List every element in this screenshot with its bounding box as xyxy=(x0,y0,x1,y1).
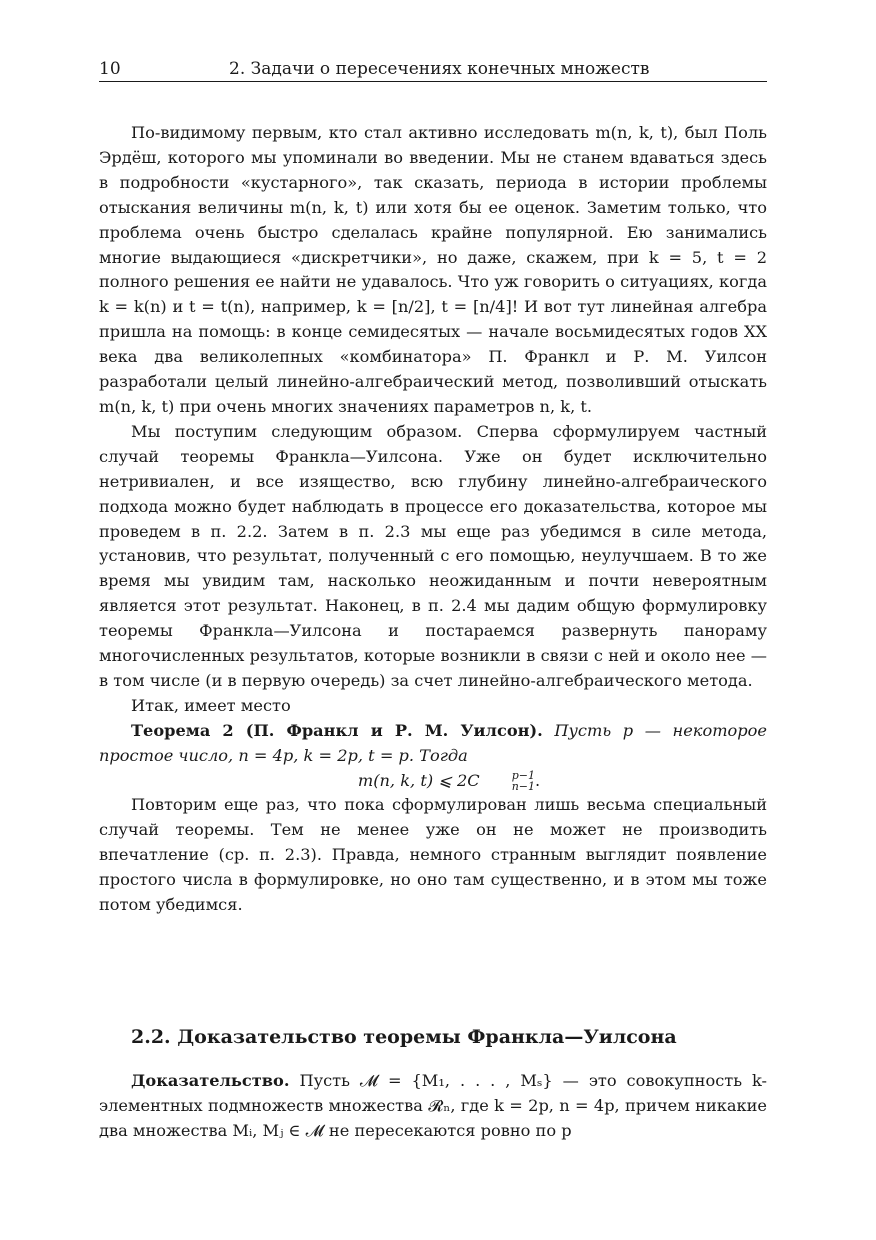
proof-paragraph xyxy=(99,1069,767,1144)
header-rule xyxy=(99,81,767,82)
paragraph-after-theorem: Повторим еще раз, что пока сформулирован лишь весьма специальный случай теоремы. Тем не менее уже он не может не производить впечатление (ср. п. 2.3). Правда, немного странным выглядит появление простого числа в формулировке, но оно там существенно, и в этом мы тоже потом убедимся. xyxy=(99,795,767,915)
section-heading: 2.2. Доказательство теоремы Франкла—Уилсона xyxy=(131,1026,677,1048)
paragraph-2: Мы поступим следующим образом. Сперва сформулируем частный случай теоремы Франкла—Уилсона. Уже он будет исключительно нетривиален, и все изящество, всю глубину линейно-алгебраического подхода можно будет наблюдать в процессе его доказательства, которое мы проведем в п. 2.2. Затем в п. 2.3 мы еще раз убедимся в силе метода, установив, что результат, полученный с его помощью, неулучшаем. В то же время мы увидим там, насколько неожиданным и почти невероятным является этот результат. Наконец, в п. 2.4 мы дадим общую формулировку теоремы Франкла—Уилсона и постараемся развернуть панораму многочисленных результатов, которые возникли в связи с ней и около нее — в том числе (и в первую очередь) за счет линейно-алгебраического метода. xyxy=(99,421,767,690)
proof-label: Доказательство. xyxy=(131,1071,290,1090)
formula-main: m(n, k, t) ⩽ 2C xyxy=(357,770,480,790)
formula-end: . xyxy=(535,770,541,790)
page-number: 10 xyxy=(99,59,121,79)
running-header xyxy=(99,56,767,82)
proof-text: Пусть 𝓜 = {M₁, . . . , Mₛ} — это совокупность k-элементных подмножеств множества 𝓡ₙ, где k = 2p, n = 4p, причем никакие два множества Mᵢ, Mⱼ ∈ 𝓜 не пересекаются ровно по p xyxy=(99,1071,767,1140)
theorem xyxy=(99,719,767,769)
main-text xyxy=(99,121,767,918)
running-title: 2. Задачи о пересечениях конечных множеств xyxy=(229,59,650,79)
formula-indices xyxy=(480,770,535,792)
proof-block xyxy=(99,1069,767,1144)
paragraph-3: Итак, имеет место xyxy=(131,695,291,715)
theorem-statement: Пусть p — некоторое простое число, n = 4p, k = 2p, t = p. Тогда xyxy=(99,720,767,765)
formula-sub: n−1 xyxy=(511,780,535,794)
theorem-formula xyxy=(99,769,767,794)
theorem-label: Теорема 2 (П. Франкл и Р. М. Уилсон). xyxy=(131,720,543,740)
paragraph-1: По-видимому первым, кто стал активно исследовать m(n, k, t), был Поль Эрдёш, которого мы упоминали во введении. Мы не станем вдаваться здесь в подробности «кустарного», так сказать, периода в истории проблемы отыскания величины m(n, k, t) или хотя бы ее оценок. Заметим только, что проблема очень быстро сделалась крайне популярной. Ею занимались многие выдающиеся «дискретчики», но даже, скажем, при k = 5, t = 2 полного решения ее найти не удавалось. Что уж говорить о ситуациях, когда k = k(n) и t = t(n), например, k = [n/2], t = [n/4]! И вот тут линейная алгебра пришла на помощь: в конце семидесятых — начале восьмидесятых годов XX века два великолепных «комбинатора» П. Франкл и Р. М. Уилсон разработали целый линейно-алгебраический метод, позволивший отыскать m(n, k, t) при очень многих значениях параметров n, k, t. xyxy=(99,123,767,416)
formula-sup: p−1 xyxy=(511,769,535,783)
